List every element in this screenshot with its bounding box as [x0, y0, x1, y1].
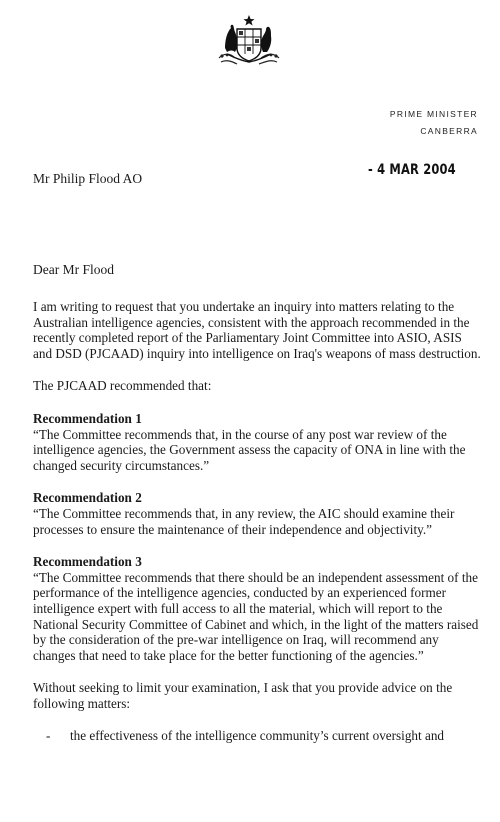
closing-paragraph: Without seeking to limit your examination, I ask that you provide advice on the following matters: — [33, 680, 453, 711]
addressee-line: Mr Philip Flood AO — [33, 171, 143, 186]
intro-paragraph: I am writing to request that you undertake an inquiry into matters relating to the Australian intelligence agencies, consistent with the approach recommended in the recently completed report of the Parliamentary Joint Committee into ASIO, ASIS and DSD (PJCAAD) inquiry into intelligence on Iraq's weapons of mass destruction. — [33, 299, 481, 361]
list-item — [33, 728, 481, 744]
date-stamp: - 4 MAR 2004 — [368, 162, 456, 178]
office-location: CANBERRA — [420, 126, 478, 136]
office-heading — [390, 106, 478, 140]
recommendation-title: Recommendation 3 — [33, 554, 142, 570]
lead-in-paragraph: The PJCAAD recommended that: — [33, 378, 212, 394]
bullet-marker: - — [46, 728, 51, 744]
coat-of-arms-emblem — [213, 14, 285, 70]
letter-body — [33, 299, 481, 744]
recommendation-title: Recommendation 2 — [33, 490, 142, 506]
recommendation-2 — [33, 490, 481, 537]
office-title-text: PRIME MINISTER — [389, 109, 478, 119]
recommendation-text: “The Committee recommends that, in the course of any post war review of the intelligence agencies, the Government assess the capacity of ONA in line with the changed security circumstances.” — [33, 426, 466, 473]
bullet-text: the effectiveness of the intelligence community’s current oversight and — [70, 728, 445, 744]
recommendation-text: “The Committee recommends that there should be an independent assessment of the performance of the intelligence agencies, conducted by an experienced former intelligence expert with full access to all the material, which will report to the National Security Committee of Cabinet and which, in the light of the matters raised by the consideration of the pre-war intelligence on Iraq, will recommend any changes that need to take place for the better functioning of the agencies.” — [33, 569, 479, 663]
recommendation-title: Recommendation 1 — [33, 410, 142, 426]
office-title — [390, 106, 478, 123]
salutation: Dear Mr Flood — [33, 262, 114, 277]
recommendation-1 — [33, 411, 481, 473]
recommendation-3 — [33, 554, 481, 663]
recommendation-text: “The Committee recommends that, in any review, the AIC should examine their processes to ensure the maintenance of their independence and objectivity.” — [33, 505, 455, 537]
